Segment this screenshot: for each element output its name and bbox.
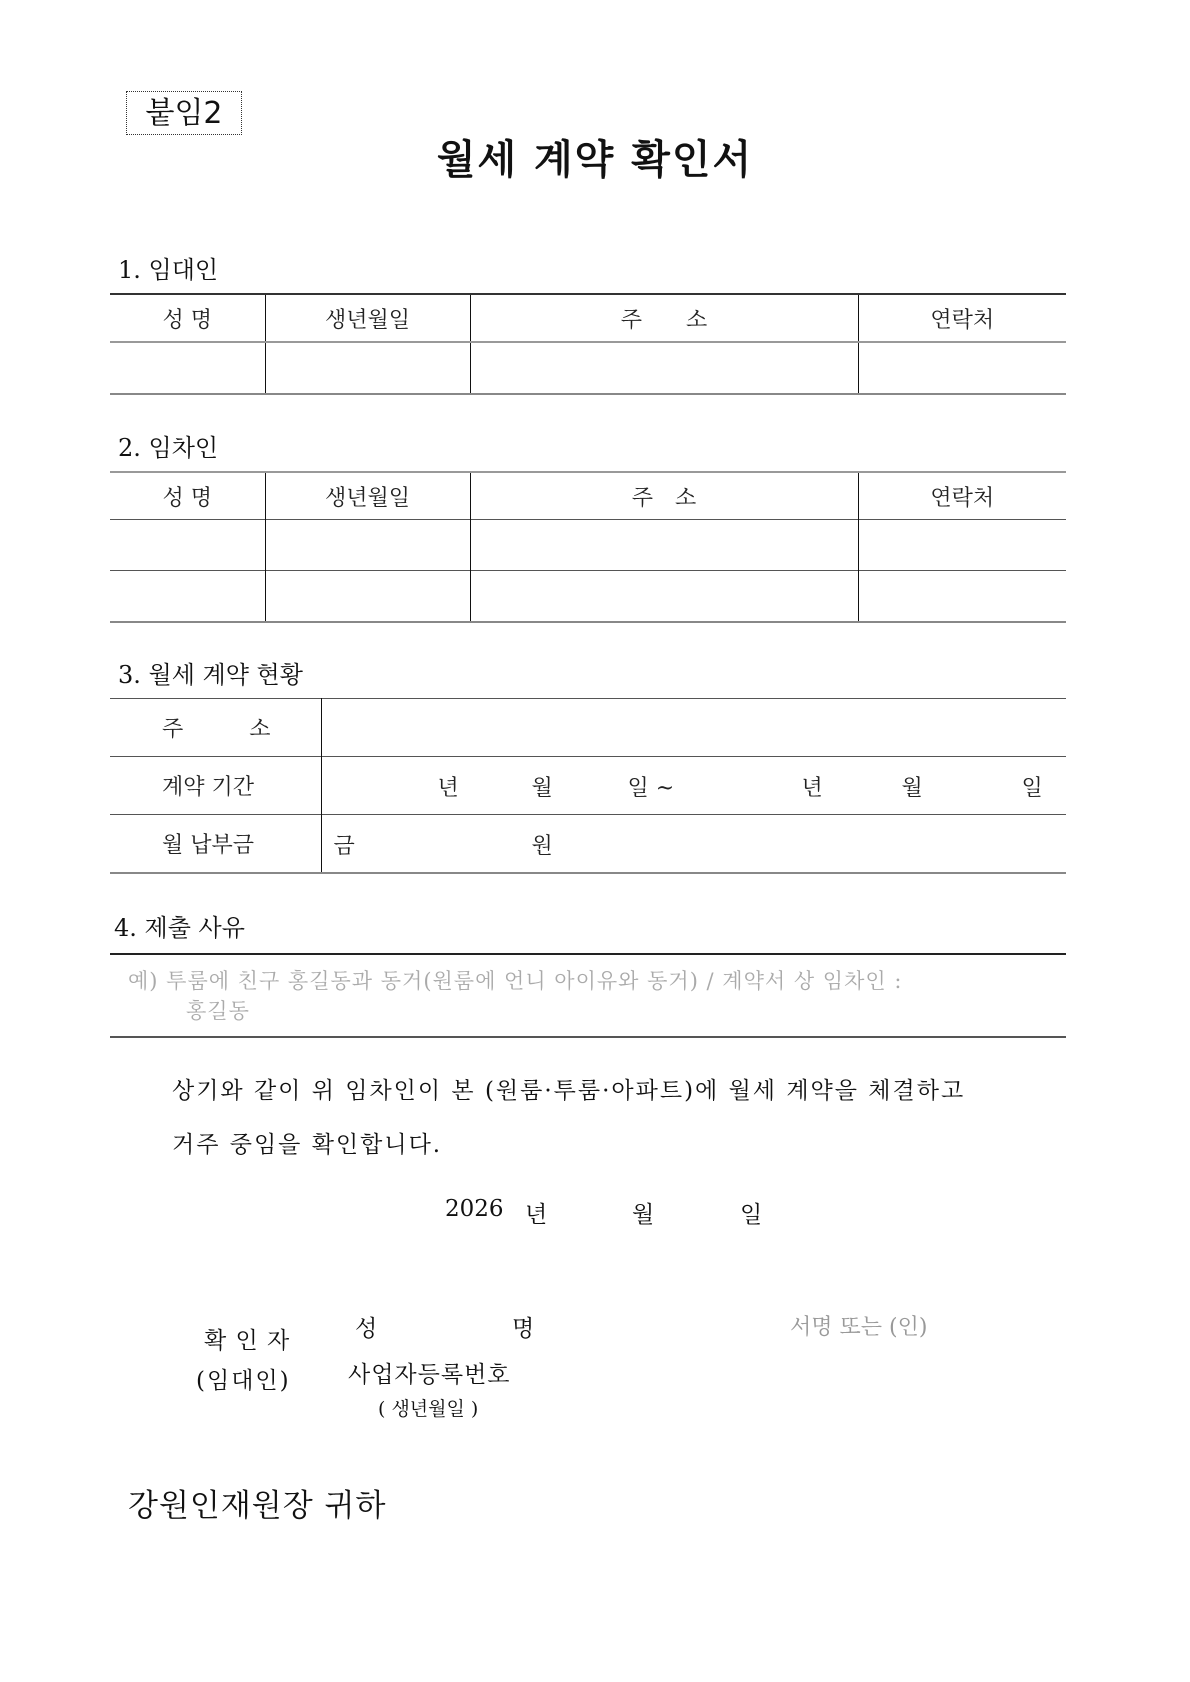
col-contact: 연락처 <box>858 294 1066 342</box>
col-address: 주 소 <box>470 472 858 520</box>
col-birthdate: 생년월일 <box>265 472 470 520</box>
tenant-birthdate-cell[interactable] <box>265 571 470 623</box>
date-year: 2026 <box>445 1196 504 1222</box>
payment-value-cell[interactable] <box>321 815 1066 874</box>
page-title: 월세 계약 확인서 <box>436 137 754 183</box>
tenant-contact-cell[interactable] <box>858 520 1066 571</box>
tenant-header-row <box>110 472 1066 520</box>
col-name: 성 명 <box>110 472 265 520</box>
address-label: 주 소 <box>110 699 321 757</box>
period-row <box>110 757 1066 815</box>
section3-heading: 3. 월세 계약 현황 <box>118 661 303 689</box>
landlord-row <box>110 342 1066 394</box>
col-birthdate: 생년월일 <box>265 294 470 342</box>
confirmer-label: 확 인 자 <box>204 1328 291 1354</box>
end-year-unit: 년 <box>801 776 823 801</box>
tenant-address-cell[interactable] <box>470 520 858 571</box>
signature-label: 서명 또는 (인) <box>790 1315 928 1340</box>
statement-line1: 상기와 같이 위 임차인이 본 (원룸·투룸·아파트)에 월세 계약을 체결하고 <box>172 1078 966 1104</box>
addressee: 강원인재원장 귀하 <box>128 1488 387 1524</box>
col-contact: 연락처 <box>858 472 1066 520</box>
date-month-unit: 월 <box>632 1202 655 1228</box>
tenant-row <box>110 520 1066 571</box>
section1-heading: 1. 임대인 <box>118 256 219 284</box>
start-year-unit: 년 <box>437 776 459 801</box>
birthdate-label: ( 생년월일 ) <box>378 1398 479 1420</box>
reason-example-line1: 예) 투룸에 친구 홍길동과 동거(원룸에 언니 아이유와 동거) / 계약서 상 임차인 : <box>128 969 903 993</box>
section4-heading: 4. 제출 사유 <box>114 914 245 942</box>
reason-bottom-divider <box>110 1036 1066 1038</box>
start-month-unit: 월 <box>531 776 553 801</box>
payment-prefix: 금 <box>333 834 355 859</box>
payment-unit: 원 <box>531 834 553 859</box>
tenant-contact-cell[interactable] <box>858 571 1066 623</box>
tenant-birthdate-cell[interactable] <box>265 520 470 571</box>
attachment-label: 붙임2 <box>126 91 242 135</box>
landlord-birthdate-cell[interactable] <box>265 342 470 394</box>
statement-line2: 거주 중임을 확인합니다. <box>172 1132 443 1158</box>
landlord-header-row <box>110 294 1066 342</box>
name-label-a: 성 <box>355 1316 378 1342</box>
period-value-cell[interactable] <box>321 757 1066 815</box>
landlord-name-cell[interactable] <box>110 342 265 394</box>
tenant-name-cell[interactable] <box>110 571 265 623</box>
landlord-table <box>110 293 1066 395</box>
reason-example[interactable] <box>128 966 1058 1026</box>
date-day-unit: 일 <box>740 1202 763 1228</box>
payment-row <box>110 815 1066 874</box>
date-year-unit: 년 <box>525 1202 548 1228</box>
tenant-name-cell[interactable] <box>110 520 265 571</box>
reason-example-line2: 홍길동 <box>186 999 250 1023</box>
col-name: 성 명 <box>110 294 265 342</box>
payment-label: 월 납부금 <box>110 815 321 874</box>
col-address: 주 소 <box>470 294 858 342</box>
landlord-contact-cell[interactable] <box>858 342 1066 394</box>
reason-top-divider <box>110 953 1066 955</box>
tenant-address-cell[interactable] <box>470 571 858 623</box>
name-label-b: 명 <box>512 1316 535 1342</box>
tenant-table <box>110 471 1066 623</box>
period-label: 계약 기간 <box>110 757 321 815</box>
business-number-label: 사업자등록번호 <box>348 1362 511 1388</box>
landlord-address-cell[interactable] <box>470 342 858 394</box>
address-value-cell[interactable] <box>321 699 1066 757</box>
contract-status-table <box>110 698 1066 874</box>
address-row <box>110 699 1066 757</box>
start-day-unit: 일 ~ <box>627 776 675 801</box>
tenant-row <box>110 571 1066 623</box>
section2-heading: 2. 임차인 <box>118 434 219 462</box>
confirmer-role: (임대인) <box>196 1368 291 1394</box>
end-month-unit: 월 <box>901 776 923 801</box>
end-day-unit: 일 <box>1021 776 1043 801</box>
